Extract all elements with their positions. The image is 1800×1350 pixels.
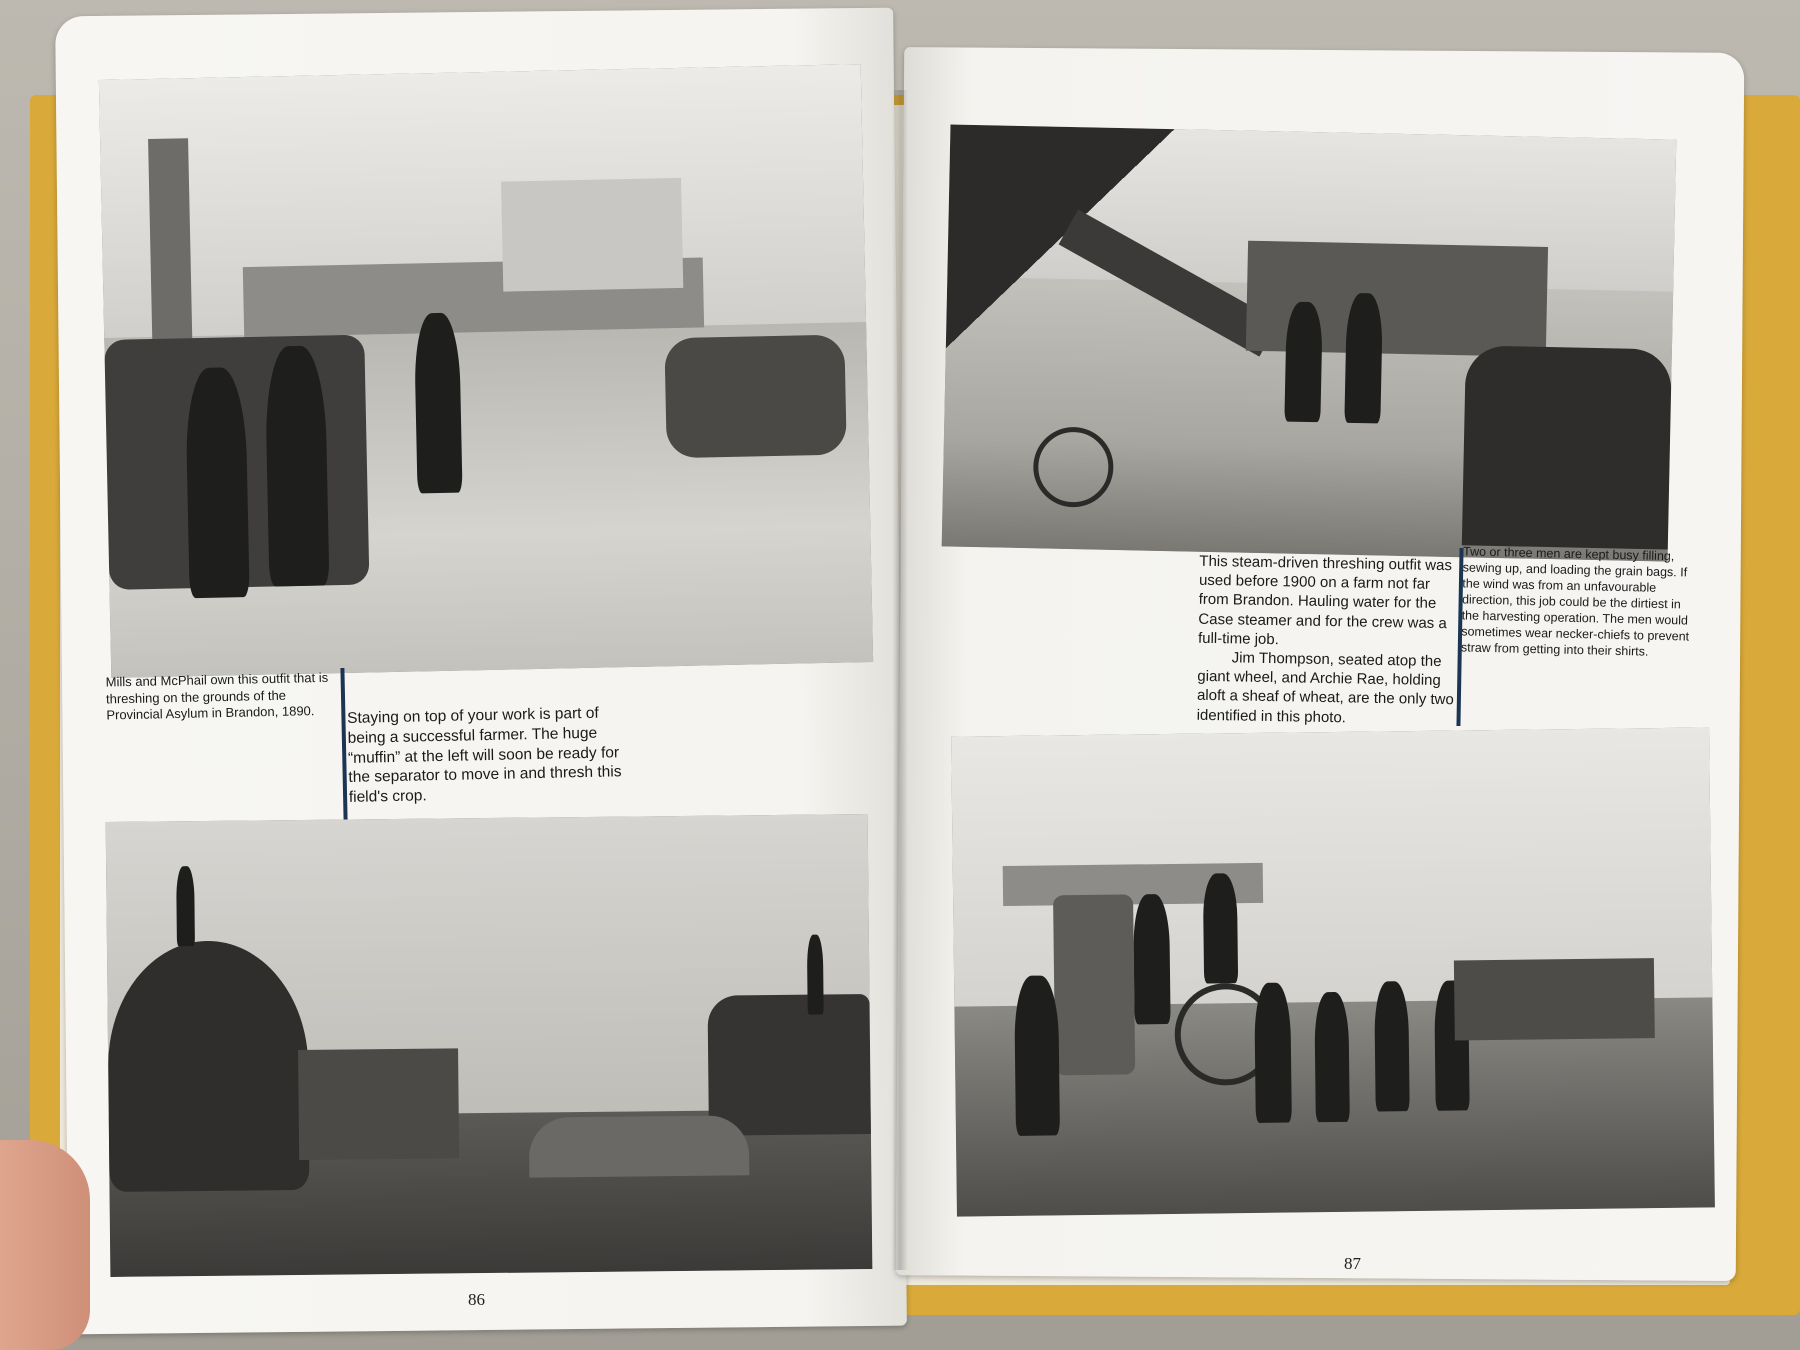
caption-text-part-1: This steam-driven threshing outfit was used before 1900 on a farm not far from Brandon. Hauling water for the Case steamer and for the crew was a full-time job. [1197,552,1453,648]
caption-text: Two or three men are kept busy filling, sewing up, and loading the grain bags. If the wind was from an unfavourable direction, this job could be the dirtiest in the harvesting operation. The men would sometimes wear necker-chiefs to prevent straw from getting into their shirts. [1460,544,1690,659]
caption-text-part-2: Jim Thompson, seated atop the giant wheel, and Archie Rae, holding aloft a sheaf of wheat, are the only two identified in this photo. [1196,649,1454,726]
page-number-left: 86 [468,1290,485,1309]
page-number-right: 87 [1344,1254,1361,1273]
caption-text: Staying on top of your work is part of being a successful farmer. The huge “muffin” at the left will soon be ready for the separator to move in and thresh this field's crop. [347,704,622,807]
holding-thumb [0,1140,90,1350]
photo-steam-threshing-outfit [942,124,1677,561]
caption-photo-2 [347,703,629,808]
photo-haystack-field [106,814,873,1277]
caption-photo-3 [1197,552,1458,729]
caption-text: Mills and McPhail own this outfit that is threshing on the grounds of the Provincial Asylum in Brandon, 1890. [105,669,329,723]
photo-threshing-asylum-grounds [99,64,873,678]
book-gutter [892,90,908,1270]
photo-case-steamer-crew [951,727,1715,1216]
caption-photo-1 [106,670,345,725]
caption-photo-4 [1461,543,1691,660]
